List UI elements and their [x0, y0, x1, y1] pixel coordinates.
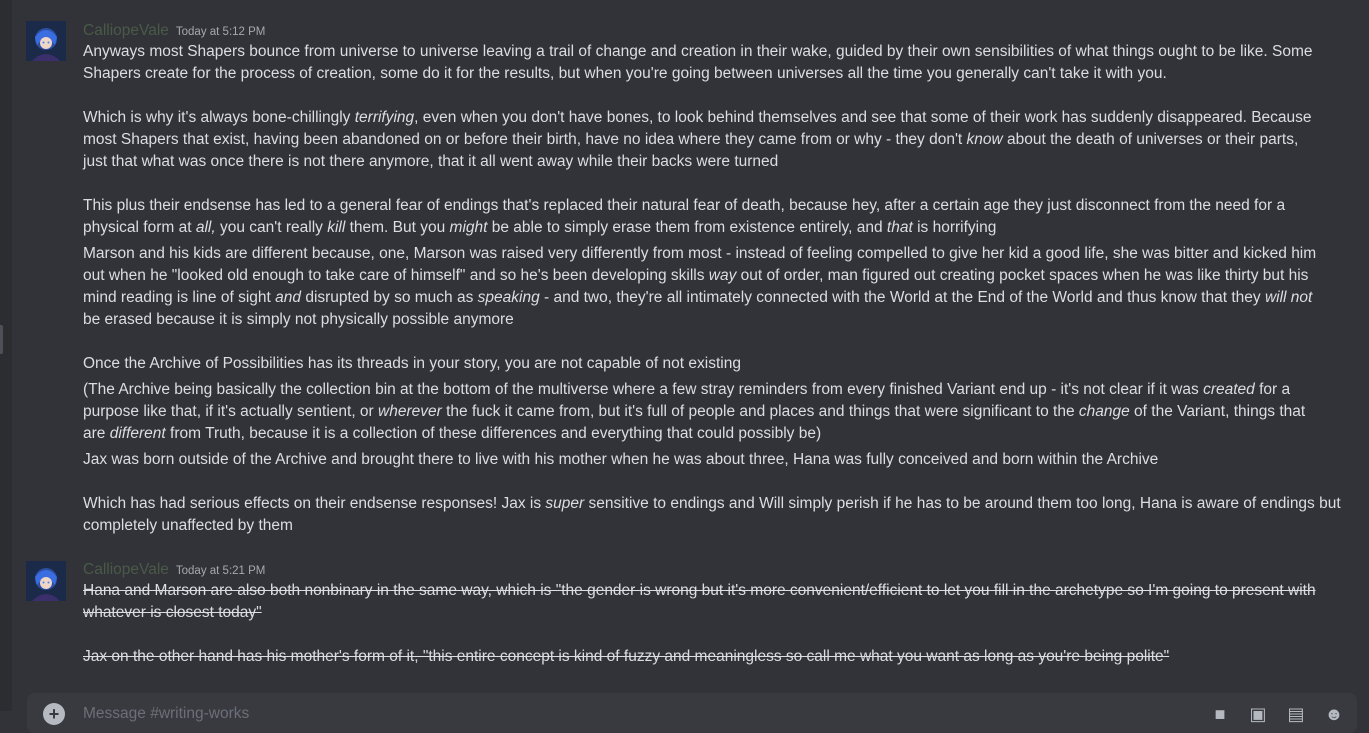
message-line	[83, 217, 1323, 239]
emphasis-text: and	[275, 289, 302, 306]
avatar[interactable]	[26, 561, 66, 601]
add-attachment-icon[interactable]: +	[43, 703, 65, 725]
message-text: are	[83, 425, 110, 442]
message-line	[83, 63, 1323, 85]
emphasis-text: will not	[1264, 289, 1313, 306]
message-line	[83, 423, 1323, 445]
message-text: Hana and Marson are also both nonbinary in the same way, which is "the gender is wrong but it's more convenient/efficient to let you fill in the archetype so I'm going to present with	[83, 582, 1316, 599]
message-text: - and two, they're all intimately connected with the World at the End of the World and thus know that they	[539, 289, 1265, 306]
message-text: Which is why it's always bone-chillingly	[83, 109, 355, 126]
message-text: be erased because it is simply not physically possible anymore	[83, 311, 514, 328]
message-line	[83, 195, 1323, 217]
message-text: (The Archive being basically the collection bin at the bottom of the multiverse where a few stray reminders from every finished Variant end up - it's not clear if it was	[83, 381, 1204, 398]
message-text: completely unaffected by them	[83, 517, 293, 534]
message-text: Jax on the other hand has his mother's form of it, "this entire concept is kind of fuzzy and meaningless so call me what you want as long as you're being polite"	[83, 648, 1170, 665]
message-line	[83, 493, 1341, 515]
message-line	[83, 41, 1323, 63]
message-line	[83, 401, 1323, 423]
message-text: Marson and his kids are different because, one, Marson was raised very differently from most - instead of feeling compelled to give her kid a good life, she was bitter and kicked him	[83, 245, 1317, 262]
message-line	[83, 287, 1323, 309]
timestamp: Today at 5:12 PM	[175, 26, 266, 38]
message-text: Anyways most Shapers bounce from universe to universe leaving a trail of change and creation in their wake, guided by their own sensibilities of what things ought to be like. Some	[83, 43, 1313, 60]
message-text: out when he "looked old enough to take care of himself" and so he's been developing skills	[83, 267, 709, 284]
message-text: is horrifying	[912, 219, 997, 236]
message-text: mind reading is line of sight	[83, 289, 276, 306]
message-text: of the Variant, things that	[1129, 403, 1306, 420]
sticker-icon[interactable]: ▤	[1287, 704, 1305, 724]
message-text: just that what was once there is not there anymore, that it all went away while their backs were turned	[83, 153, 779, 170]
message-line	[83, 243, 1323, 265]
message-text: you can't really	[215, 219, 328, 236]
emphasis-text: kill	[327, 219, 346, 236]
message-text: them. But you	[345, 219, 450, 236]
message-text: most Shapers that exist, having been abandoned on or before their birth, have no idea where they came from or why - they don't	[83, 131, 967, 148]
message-line	[83, 265, 1323, 287]
message-line	[83, 107, 1323, 129]
message-text: be able to simply erase them from existence entirely, and	[487, 219, 887, 236]
emphasis-text: change	[1078, 403, 1130, 420]
message-line	[83, 151, 1323, 173]
message-line	[83, 602, 1323, 624]
gift-icon[interactable]: ■	[1214, 704, 1226, 724]
message-line	[83, 353, 1323, 375]
emphasis-text: know	[966, 131, 1003, 148]
message-text: from Truth, because it is a collection of these differences and everything that could possibly be)	[165, 425, 822, 442]
message-text: Once the Archive of Possibilities has its threads in your story, you are not capable of not existing	[83, 355, 741, 372]
composer-placeholder[interactable]: Message #writing-works	[83, 705, 250, 722]
username[interactable]: CalliopeVale	[83, 22, 169, 39]
message-text: purpose like that, if it's actually sentient, or	[83, 403, 379, 420]
message-text: Shapers create for the process of creation, some do it for the results, but when you're going between universes all the time you generally can't take it with you.	[83, 65, 1167, 82]
username[interactable]: CalliopeVale	[83, 561, 169, 578]
emphasis-text: wherever	[378, 403, 442, 420]
emphasis-text: that	[886, 219, 913, 236]
emphasis-text: super	[545, 495, 585, 512]
emoji-icon[interactable]: ☻	[1324, 704, 1344, 724]
message-text: , even when you don't have bones, to look behind themselves and see that some of their work has suddenly disappeared. Because	[414, 109, 1312, 126]
message-line	[83, 379, 1323, 401]
timestamp: Today at 5:21 PM	[175, 565, 266, 577]
emphasis-text: all,	[195, 219, 216, 236]
message-text: Jax was born outside of the Archive and brought there to live with his mother when he was about three, Hana was fully conceived and born within the Archive	[83, 451, 1159, 468]
emphasis-text: speaking	[477, 289, 540, 306]
message-text: disrupted by so much as	[301, 289, 478, 306]
left-rail	[0, 0, 12, 711]
message-line	[83, 515, 1323, 537]
message-line	[83, 449, 1323, 471]
emphasis-text: created	[1203, 381, 1255, 398]
emphasis-text: way	[708, 267, 737, 284]
message-text: physical form at	[83, 219, 196, 236]
message-line	[83, 580, 1323, 602]
message-line	[83, 646, 1323, 668]
message-list	[12, 0, 1369, 711]
message-text: whatever is closest today"	[83, 604, 262, 621]
message-line	[83, 129, 1323, 151]
emphasis-text: different	[109, 425, 166, 442]
gif-icon[interactable]: ▣	[1249, 704, 1267, 724]
message-text: out of order, man figured out creating pocket spaces when he was like thirty but his	[736, 267, 1309, 284]
rail-handle[interactable]	[0, 325, 3, 354]
message-text: for a	[1254, 381, 1291, 398]
message-text: about the death of universes or their parts,	[1002, 131, 1299, 148]
avatar[interactable]	[26, 21, 66, 61]
message-text: sensitive to endings and Will simply perish if he has to be around them too long, Hana is aware of endings but	[584, 495, 1341, 512]
emphasis-text: terrifying	[354, 109, 415, 126]
message-line	[83, 309, 1323, 331]
message-text: This plus their endsense has led to a general fear of endings that's replaced their natural fear of death, because hey, after a certain age they just disconnect from the need for a	[83, 197, 1286, 214]
message-text: Which has had serious effects on their endsense responses! Jax is	[83, 495, 546, 512]
message-composer[interactable]	[27, 693, 1357, 733]
emphasis-text: might	[449, 219, 488, 236]
message-text: the fuck it came from, but it's full of people and places and things that were significant to the	[441, 403, 1079, 420]
composer-tools	[1209, 703, 1345, 725]
